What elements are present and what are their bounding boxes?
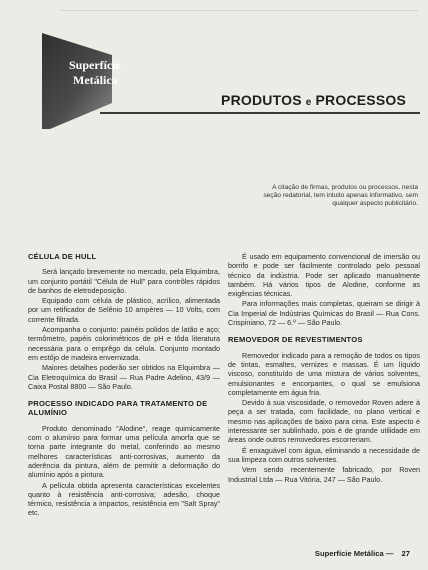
paragraph: Removedor indicado para a remoção de todos os tipos de tintas, esmaltes, vernizes e massas. É um líquido viscoso, constituído de uma mistura de vários solventes, emulsionantes e encorpantes, o qual se emulsiona completamente em água fria. <box>228 350 420 397</box>
paragraph: Para informações mais completas, queiram se dirigir à Cia Imperial de Indústrias Químicas do Brasil — Rua Cons. Crispiniano, 72 — 6.º — São Paulo. <box>228 299 420 328</box>
intro-note: A citação de firmas, produtos ou processos, nesta seção redatorial, tem intuito apenas informativo, sem qualquer aspecto publicitário. <box>263 184 418 208</box>
paragraph: É usado em equipamento convencional de imersão ou borrifo e pode ser fàcilmente controlado pelo pessoal técnico da indústria. Pode ser aplicado manualmente também. Há vários tipos de Alodine, conforme as exigências técnicas. <box>228 252 420 299</box>
paragraph: A película obtida apresenta características excelentes quanto à resistência anti-corrosiva; adesão, choque térmico, resistência a impactos, resistência em "Salt Spray" etc. <box>28 480 220 518</box>
article-heading: CÉLULA DE HULL <box>28 252 97 261</box>
page-footer <box>0 547 428 567</box>
paragraph: Equipado com célula de plástico, acrílico, alimentada por um retificador de Selênio 10 ampères — 10 Volts, com corrente filtrada. <box>28 296 220 324</box>
section-title-part1: PRODUTOS <box>221 92 302 108</box>
footer-dash: — <box>385 549 394 558</box>
paragraph: Acompanha o conjunto: painéis polidos de latão e aço; termômetro, papéis colorimétricos de pH e tôda literatura necessária para o emprêgo da célula. Conjunto montado em estôjo de madeira envernizada. <box>28 325 220 362</box>
paragraph: Devido à sua viscosidade, o removedor Roven adere à peça a ser tratada, com facilidade, no plano vertical e mesmo nas aplicações de baixo para cima. Este aspecto é interessante ser sublinhado, pois é de grande utilidade em áreas onde outros removedores escorreriam. <box>228 398 420 445</box>
section-title <box>221 92 406 108</box>
right-column <box>228 252 420 485</box>
paragraph: Produto denominado "Alodine", reage quimicamente com o alumínio para formar uma película amorfa que se torna parte integrante do metal, conferindo ao mesmo melhores características anti-corrosivas, aumento da aderência da pintura, além de permitir a deformação do alumínio após a pintura. <box>28 423 220 480</box>
magazine-logo-text <box>62 58 132 88</box>
article-heading: REMOVEDOR DE REVESTIMENTOS <box>228 335 363 345</box>
article-heading: PROCESSO INDICADO PARA TRATAMENTO DE ALUMÍNIO <box>28 399 208 418</box>
section-title-amp: e <box>305 97 312 108</box>
top-rule <box>60 10 418 11</box>
header-rule <box>100 112 420 114</box>
paragraph: Vem sendo recentemente fabricado, por Roven Industrial Ltda — Rua Vitória, 247 — São Paulo. <box>228 465 420 484</box>
paragraph: Será lançado brevemente no mercado, pela Elquimbra, um conjunto portátil "Célula de Hull" para contrôles rápidos de banhos de eletrodeposição. <box>28 267 220 295</box>
paragraph: Maiores detalhes poderão ser obtidos na Elquimbra — Cia Eletroquímica do Brasil — Rua Padre Adelino, 43/9 — Caixa Postal 8800 — São Paulo. <box>28 363 220 391</box>
logo-line-2: Metálica <box>73 73 118 87</box>
footer-magazine-name: Superfície Metálica <box>314 549 384 558</box>
paragraph: É enxaguável com água, eliminando a necessidade de sua limpeza com outros solventes. <box>228 445 420 464</box>
page-number: 27 <box>401 549 410 558</box>
section-title-part2: PROCESSOS <box>315 92 406 108</box>
left-column <box>28 252 220 519</box>
footer-text <box>315 549 410 558</box>
logo-line-1: Superfície <box>69 58 121 72</box>
